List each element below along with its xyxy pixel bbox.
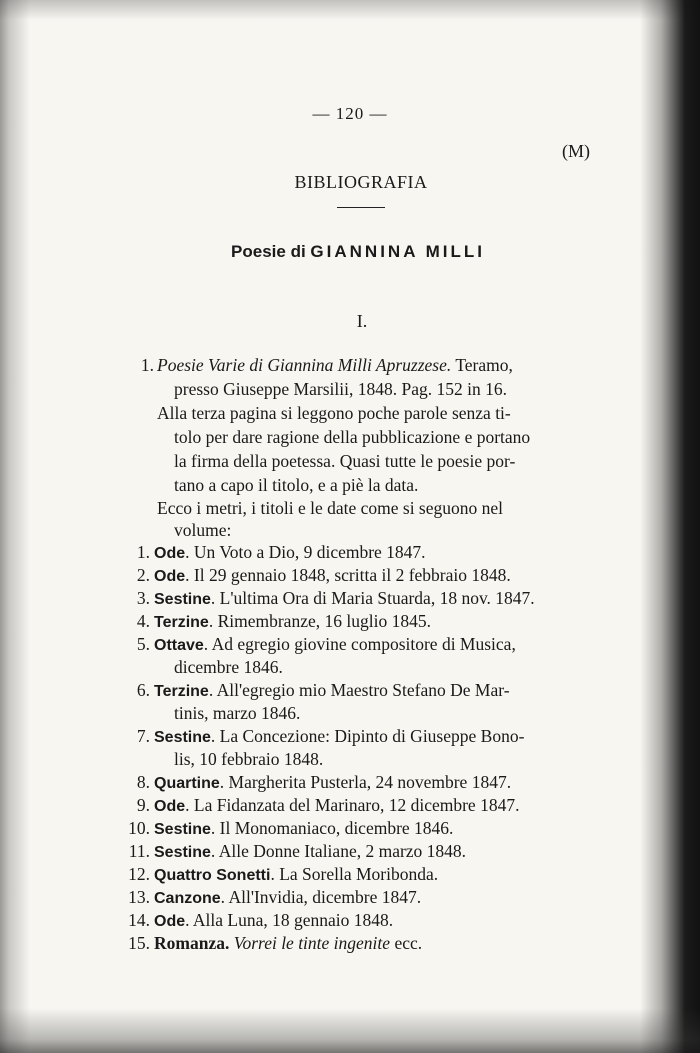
list-item-text: . Il 29 gennaio 1848, scritta il 2 febbraio 1848. — [185, 565, 511, 585]
margin-mark: (M) — [562, 141, 590, 161]
subtitle-prefix: Poesie di — [231, 242, 306, 261]
metre-label: Ode — [154, 913, 186, 930]
list-item-number: 11. — [128, 841, 150, 861]
metre-label: Ode — [154, 798, 186, 815]
metre-label: Ottave — [154, 637, 204, 654]
metre-label: Sestine — [154, 844, 211, 861]
metre-label: Sestine — [154, 591, 211, 608]
paragraph-text: Ecco i metri, i titoli e le date come si seguono nel — [157, 498, 504, 518]
entry-number: 1. — [140, 355, 154, 375]
scan-shadow-right — [640, 0, 700, 1053]
metre-label: Ode — [154, 568, 186, 585]
list-item-number: 1. — [136, 542, 150, 562]
list-item-number: 3. — [136, 588, 150, 608]
scan-shadow-top — [0, 0, 700, 20]
list-item-number: 12. — [128, 864, 150, 884]
list-item-text: . Il Monomaniaco, dicembre 1846. — [210, 818, 454, 838]
list-item-number: 10. — [128, 818, 150, 838]
scan-shadow-bottom — [0, 1008, 700, 1053]
list-item-text: . La Sorella Moribonda. — [270, 864, 439, 884]
title-divider — [337, 207, 385, 208]
scan-shadow-left — [0, 0, 30, 1053]
list-item-text: . All'egregio mio Maestro Stefano De Mar- — [208, 680, 510, 700]
paragraph-text: Alla terza pagina si leggono poche parole senza ti- — [157, 403, 511, 423]
entry-title: Poesie Varie di Giannina Milli Apruzzese. — [157, 355, 452, 375]
paragraph-text: tano a capo il titolo, e a piè la data. — [174, 475, 419, 495]
list-item-number: 7. — [136, 726, 150, 746]
metre-label: Terzine — [154, 683, 209, 700]
entry-text: presso Giuseppe Marsilii, 1848. Pag. 152 in 16. — [174, 379, 507, 399]
list-item-text: . Rimembranze, 16 luglio 1845. — [208, 611, 431, 631]
list-item-number: 4. — [136, 611, 150, 631]
poem-title-italic: Vorrei le tinte ingenite — [233, 933, 391, 953]
list-item-text: tinis, marzo 1846. — [174, 703, 301, 723]
list-item-tail: ecc. — [390, 933, 423, 953]
list-item-number: 13. — [128, 887, 150, 907]
metre-label: Romanza. — [154, 933, 230, 953]
list-item-text: . Alle Donne Italiane, 2 marzo 1848. — [210, 841, 467, 861]
list-item-text: . La Fidanzata del Marinaro, 12 dicembre 1847. — [185, 795, 520, 815]
author-name: GIANNINA MILLI — [310, 242, 485, 261]
metre-label: Ode — [154, 545, 186, 562]
list-item-text: lis, 10 febbraio 1848. — [174, 749, 324, 769]
page-subtitle — [0, 242, 700, 262]
list-item-number: 2. — [136, 565, 150, 585]
list-item-text: . La Concezione: Dipinto di Giuseppe Bono- — [210, 726, 525, 746]
metre-label: Quattro Sonetti — [154, 867, 271, 884]
list-item-number: 6. — [136, 680, 150, 700]
metre-label: Canzone — [154, 890, 221, 907]
list-item-number: 14. — [128, 910, 150, 930]
paragraph-text: tolo per dare ragione della pubblicazione e portano — [174, 427, 531, 447]
entry-text: Teramo, — [455, 355, 513, 375]
section-number: I. — [356, 311, 368, 331]
list-item-text: . L'ultima Ora di Maria Stuarda, 18 nov. 1847. — [210, 588, 535, 608]
list-item-number: 8. — [136, 772, 150, 792]
page-title: BIBLIOGRAFIA — [294, 172, 428, 192]
list-item-text: . Ad egregio giovine compositore di Musica, — [203, 634, 516, 654]
list-item-number: 15. — [128, 933, 150, 953]
list-item-number: 5. — [136, 634, 150, 654]
paragraph-text: volume: — [174, 520, 232, 540]
list-item-text: . All'Invidia, dicembre 1847. — [220, 887, 422, 907]
metre-label: Sestine — [154, 821, 211, 838]
list-item-text: . Margherita Pusterla, 24 novembre 1847. — [219, 772, 512, 792]
list-item-number: 9. — [136, 795, 150, 815]
list-item-text: . Alla Luna, 18 gennaio 1848. — [185, 910, 394, 930]
metre-label: Sestine — [154, 729, 211, 746]
page-number: — 120 — — [312, 104, 388, 123]
list-item-text: dicembre 1846. — [174, 657, 283, 677]
metre-label: Terzine — [154, 614, 209, 631]
list-item-text: . Un Voto a Dio, 9 dicembre 1847. — [185, 542, 426, 562]
metre-label: Quartine — [154, 775, 220, 792]
paragraph-text: la firma della poetessa. Quasi tutte le poesie por- — [174, 451, 516, 471]
